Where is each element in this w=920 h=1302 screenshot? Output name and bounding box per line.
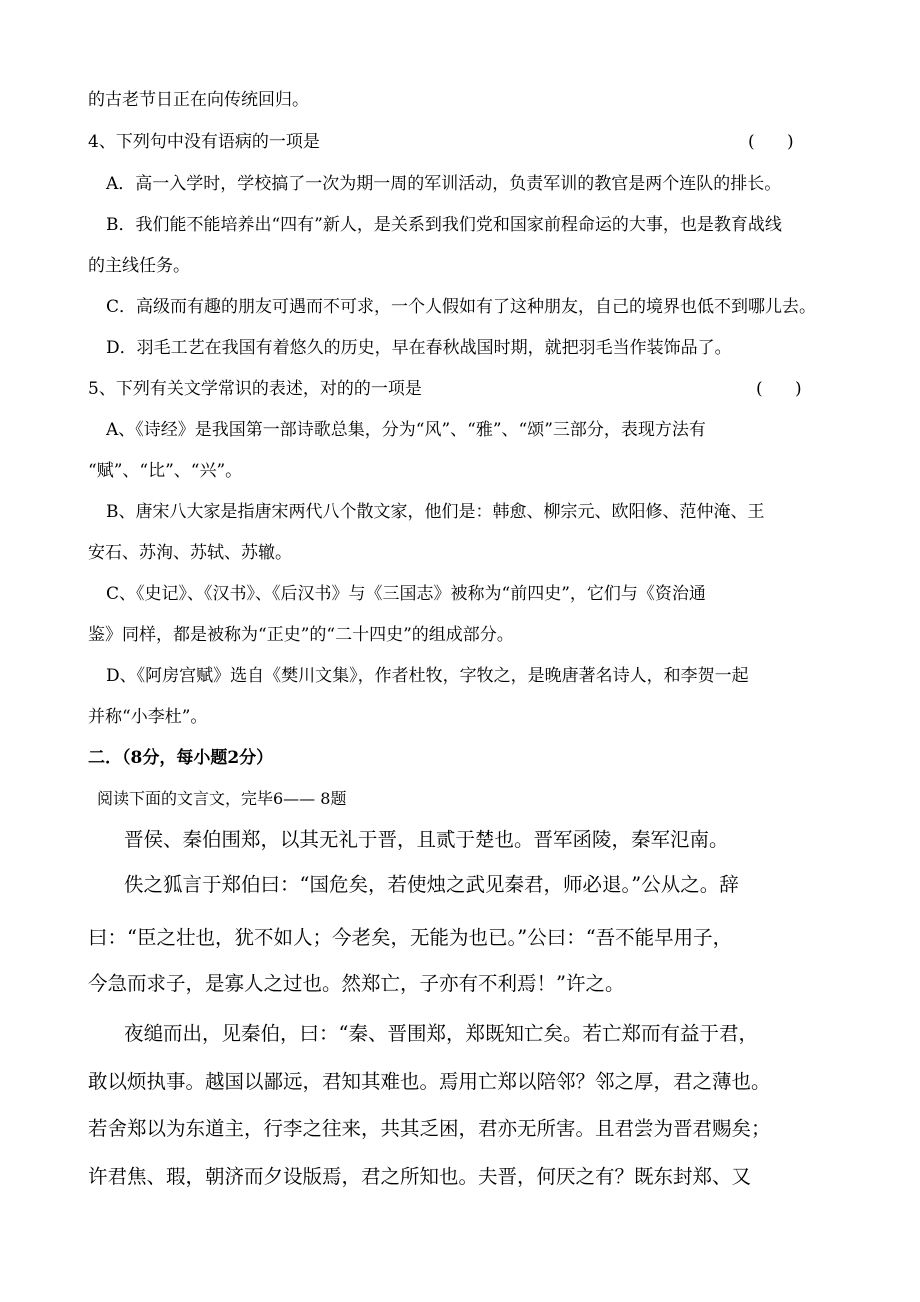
question-4-option-c: C．高级而有趣的朋友可遇而不可求，一个人假如有了这种朋友，自己的境界也低不到哪儿去。 [106,297,817,317]
question-5-option-b: B、唐宋八大家是指唐宋两代八个散文家，他们是：韩愈、柳宗元、欧阳修、范仲淹、王 [106,502,765,522]
passage-paragraph-2: 佚之狐言于郑伯曰：“国危矣，若使烛之武见秦君，师必退。”公从之。辞 [124,873,739,896]
question-4-option-b-cont: 的主线任务。 [88,256,190,276]
question-5-option-c: C、《史记》、《汉书》、《后汉书》与《三国志》被称为“前四史”，它们与《资治通 [106,584,706,604]
text-line: 的古老节日正在向传统回归。 [88,90,309,110]
question-5-stem: 5、下列有关文学常识的表述，对的的一项是 [88,379,422,399]
passage-paragraph-3: 夜缒而出，见秦伯，曰：“秦、晋围郑，郑既知亡矣。若亡郑而有益于君， [124,1022,758,1045]
passage-line: 今急而求子，是寡人之过也。然郑亡，子亦有不利焉！”许之。 [88,972,625,995]
passage-line: 曰：“臣之壮也，犹不如人；今老矣，无能为也已。”公曰：“吾不能早用子， [88,926,733,949]
question-4-option-d: D．羽毛工艺在我国有着悠久的历史，早在春秋战国时期，就把羽毛当作装饰品了。 [106,338,732,358]
question-4-stem: 4、下列句中没有语病的一项是 [88,132,320,152]
section-2-heading: 二．（8分，每小题2分） [88,748,274,768]
question-4-answer-blank: ( ) [748,132,794,152]
question-5-answer-blank: ( ) [756,379,802,399]
passage-line: 若舍郑以为东道主，行李之往来，共其乏困，君亦无所害。且君尝为晋君赐矣； [88,1117,771,1140]
question-4-option-b: B．我们能不能培养出“四有”新人，是关系到我们党和国家前程命运的大事，也是教育战线 [106,215,782,235]
question-5-option-c-cont: 鉴》同样，都是被称为“正史”的“二十四史”的组成部分。 [88,625,514,645]
passage-line: 敢以烦执事。越国以鄙远，君知其难也。焉用亡郑以陪邻？邻之厚，君之薄也。 [88,1070,771,1093]
question-4-option-a: A．高一入学时，学校搞了一次为期一周的军训活动，负责军训的教官是两个连队的排长。 [106,174,782,194]
passage-line: 许君焦、瑕，朝济而夕设版焉，君之所知也。夫晋，何厌之有？既东封郑、又 [88,1165,752,1188]
question-5-option-d: D、《阿房宫赋》选自《樊川文集》，作者杜牧，字牧之，是晚唐著名诗人，和李贺一起 [106,666,749,686]
question-5-option-d-cont: 并称“小李杜”。 [88,707,208,727]
passage-paragraph-1: 晋侯、秦伯围郑，以其无礼于晋，且贰于楚也。晋军函陵，秦军氾南。 [124,828,729,851]
question-5-option-a: A、《诗经》是我国第一部诗歌总集，分为“风”、“雅”、“颂”三部分，表现方法有 [106,420,706,440]
question-5-option-b-cont: 安石、苏洵、苏轼、苏辙。 [88,543,292,563]
section-2-instruction: 阅读下面的文言文，完毕6—— 8题 [97,789,347,808]
question-5-option-a-cont: “赋”、“比”、“兴”。 [88,461,243,481]
